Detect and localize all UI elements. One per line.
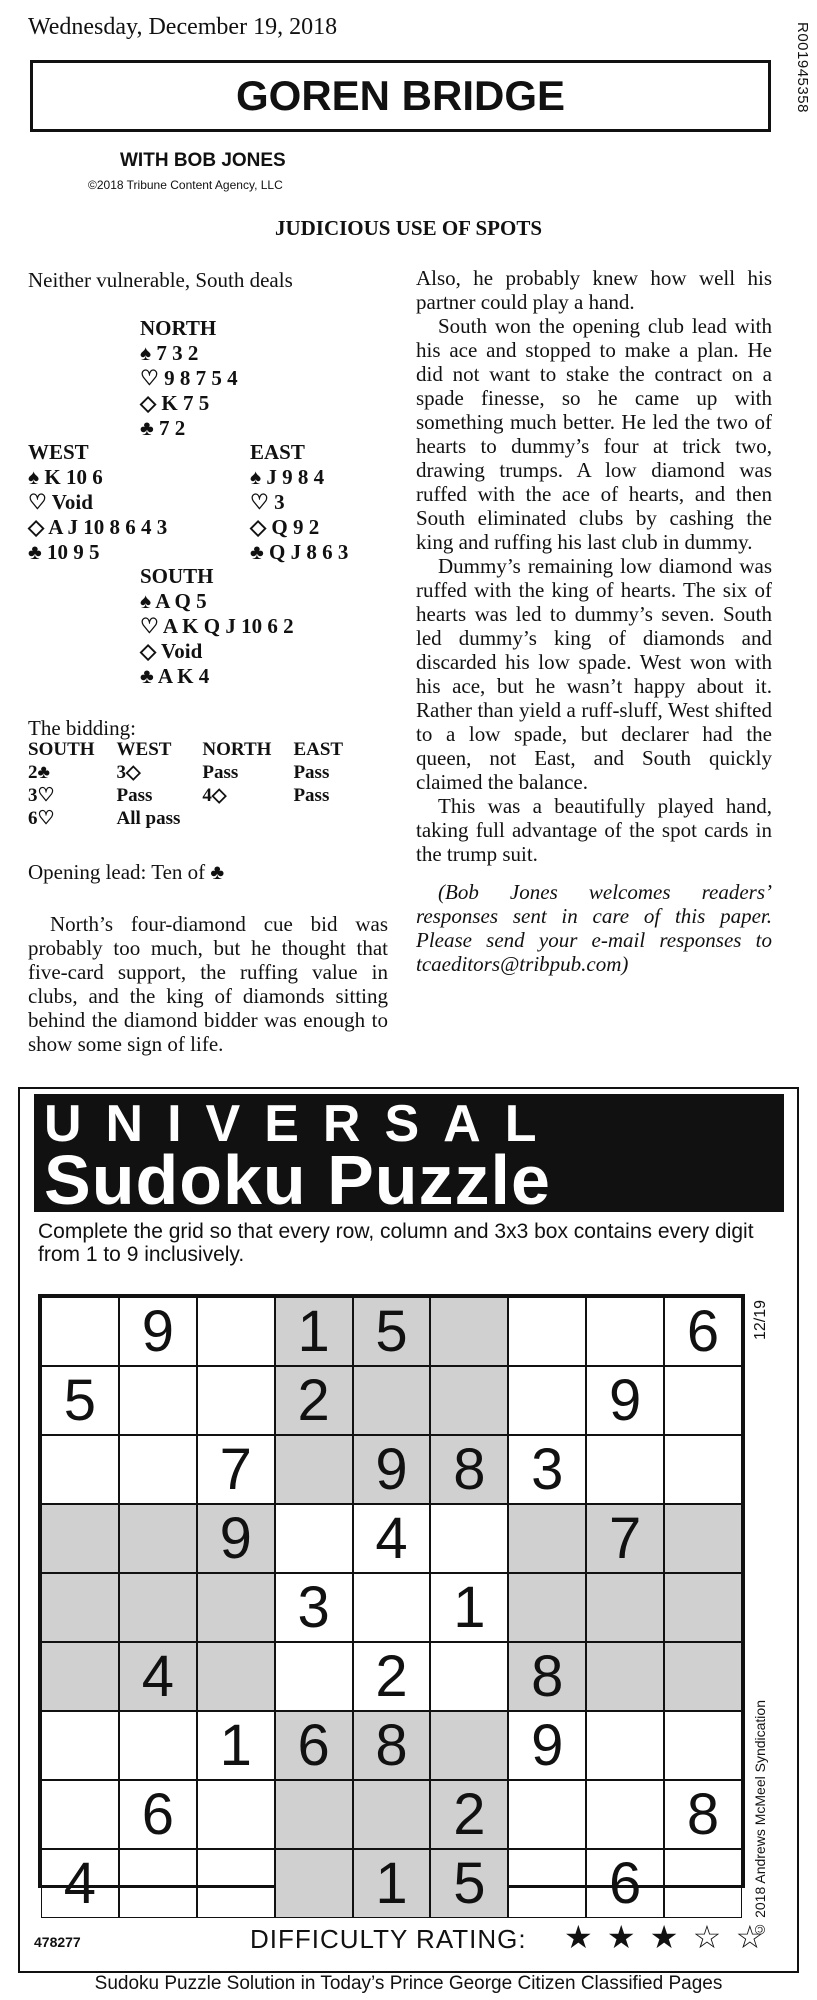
sudoku-grid (38, 1294, 745, 1916)
west-diamonds: ◇ A J 10 8 6 4 3 (28, 515, 168, 539)
sudoku-cell (664, 1435, 742, 1504)
sudoku-cell (508, 1504, 586, 1573)
sudoku-cell (508, 1573, 586, 1642)
sudoku-cell: 2 (353, 1642, 431, 1711)
sudoku-cell (586, 1780, 664, 1849)
byline: WITH BOB JONES (120, 150, 286, 171)
sudoku-cell (664, 1849, 742, 1918)
right-column-text (416, 266, 772, 976)
bid-cell: 6♡ (28, 808, 55, 829)
sudoku-cell (353, 1366, 431, 1435)
south-hand (140, 564, 294, 689)
sudoku-cell (664, 1366, 742, 1435)
west-clubs: ♣ 10 9 5 (28, 540, 100, 564)
sudoku-cell (197, 1366, 275, 1435)
sudoku-cell (430, 1711, 508, 1780)
sudoku-cell: 8 (353, 1711, 431, 1780)
sudoku-cell (508, 1297, 586, 1366)
sudoku-cell (430, 1297, 508, 1366)
left-column-text (28, 912, 388, 1056)
sudoku-cell (664, 1573, 742, 1642)
bid-cell: Pass (293, 762, 330, 783)
sudoku-banner-top: UNIVERSAL (44, 1095, 561, 1153)
title-box (30, 60, 771, 132)
sudoku-cell (119, 1711, 197, 1780)
sudoku-cell: 9 (119, 1297, 197, 1366)
sudoku-cell: 8 (664, 1780, 742, 1849)
sudoku-cell: 6 (119, 1780, 197, 1849)
difficulty-label: DIFFICULTY RATING: (250, 1924, 527, 1954)
sudoku-cell (41, 1642, 119, 1711)
south-spades: ♠ A Q 5 (140, 589, 207, 613)
bidding-row (28, 784, 365, 807)
sudoku-cell (119, 1573, 197, 1642)
sudoku-cell (275, 1642, 353, 1711)
sudoku-cell (586, 1642, 664, 1711)
sudoku-cell: 4 (119, 1642, 197, 1711)
sudoku-cell (586, 1297, 664, 1366)
sudoku-title: Sudoku Puzzle (44, 1141, 551, 1219)
sudoku-cell (41, 1297, 119, 1366)
headline: JUDICIOUS USE OF SPOTS (274, 216, 543, 240)
east-diamonds: ◇ Q 9 2 (250, 515, 320, 539)
bid-cell: 2♣ (28, 762, 50, 783)
bid-cell: Pass (116, 785, 153, 806)
sudoku-cell: 2 (275, 1366, 353, 1435)
sudoku-cell (197, 1573, 275, 1642)
sudoku-cell (41, 1711, 119, 1780)
sudoku-cell (664, 1642, 742, 1711)
sudoku-cell (664, 1504, 742, 1573)
south-diamonds: ◇ Void (140, 639, 203, 663)
sudoku-cell: 6 (275, 1711, 353, 1780)
article-paragraph: Dummy’s remaining low diamond was ruffed with the king of hearts. The six of hearts was led to dummy’s seven. South led dummy’s king of diamonds and discarded his low spade. West won with his ace, but he wasn’t happy about it. Rather than yield a ruff-sluff, West shifted to a low spade, but declarer had the queen, not East, and South quickly claimed the balance. (416, 554, 772, 794)
bidding-header: WEST (116, 739, 172, 760)
sudoku-cell (197, 1297, 275, 1366)
bid-cell: Pass (202, 762, 239, 783)
north-spades: ♠ 7 3 2 (140, 341, 199, 365)
bidding-row (28, 761, 365, 784)
sudoku-cell (41, 1780, 119, 1849)
bidding-header: SOUTH (28, 739, 95, 760)
west-hearts: ♡ Void (28, 490, 93, 514)
sudoku-cell: 1 (197, 1711, 275, 1780)
article-paragraph: Also, he probably knew how well his partner could play a hand. (416, 266, 772, 314)
sudoku-cell (197, 1849, 275, 1918)
vertical-code: R001945358 (794, 22, 811, 113)
east-hand (250, 440, 348, 565)
copyright: ©2018 Tribune Content Agency, LLC (88, 178, 283, 192)
sudoku-cell (353, 1573, 431, 1642)
article-paragraph: This was a beautifully played hand, taking full advantage of the spot cards in the trump suit. (416, 794, 772, 866)
sudoku-cell (508, 1849, 586, 1918)
sudoku-cell (197, 1780, 275, 1849)
sudoku-cell (41, 1435, 119, 1504)
sudoku-cell (353, 1780, 431, 1849)
sudoku-cell: 7 (197, 1435, 275, 1504)
sudoku-cell: 1 (430, 1573, 508, 1642)
bid-cell: Pass (293, 785, 330, 806)
sudoku-cell (586, 1435, 664, 1504)
bidding-header-row (28, 738, 365, 761)
bid-cell: 4◇ (202, 785, 227, 806)
south-clubs: ♣ A K 4 (140, 664, 210, 688)
west-spades: ♠ K 10 6 (28, 465, 103, 489)
sudoku-cell (586, 1573, 664, 1642)
sudoku-cell: 2 (430, 1780, 508, 1849)
sudoku-cell (430, 1504, 508, 1573)
sudoku-cell (41, 1573, 119, 1642)
date-line: Wednesday, December 19, 2018 (28, 14, 338, 40)
vulnerability: Neither vulnerable, South deals (28, 268, 293, 292)
bidding-row (28, 807, 365, 830)
north-clubs: ♣ 7 2 (140, 416, 186, 440)
bidding-title: The bidding: (28, 716, 136, 740)
sudoku-cell: 5 (353, 1297, 431, 1366)
sudoku-cell (664, 1711, 742, 1780)
opening-lead: Opening lead: Ten of ♣ (28, 860, 225, 884)
bid-cell: 3◇ (116, 762, 141, 783)
sudoku-cell (119, 1435, 197, 1504)
bidding-header: EAST (293, 739, 344, 760)
sudoku-cell (430, 1642, 508, 1711)
north-hand (140, 316, 238, 441)
sudoku-cell (119, 1366, 197, 1435)
sudoku-cell (119, 1849, 197, 1918)
east-spades: ♠ J 9 8 4 (250, 465, 325, 489)
bid-cell: 3♡ (28, 785, 55, 806)
sudoku-cell: 6 (664, 1297, 742, 1366)
sudoku-cell: 1 (275, 1297, 353, 1366)
north-hearts: ♡ 9 8 7 5 4 (140, 366, 238, 390)
bid-cell (202, 807, 293, 830)
sudoku-cell: 3 (508, 1435, 586, 1504)
sudoku-date: 12/19 (752, 1300, 769, 1341)
north-label: NORTH (140, 316, 217, 340)
south-label: SOUTH (140, 564, 214, 588)
sudoku-cell (41, 1504, 119, 1573)
sudoku-cell (508, 1366, 586, 1435)
article-paragraph: North’s four-diamond cue bid was probably too much, but he thought that five-card support, the ruffing value in clubs, and the king of diamonds sitting behind the diamond bidder was enough to show some sign of life. (28, 912, 388, 1056)
east-hearts: ♡ 3 (250, 490, 285, 514)
sudoku-cell: 9 (586, 1366, 664, 1435)
sudoku-cell: 1 (353, 1849, 431, 1918)
bid-cell (293, 807, 365, 830)
page-title: GOREN BRIDGE (235, 72, 566, 119)
sudoku-cell: 5 (41, 1366, 119, 1435)
sudoku-cell (275, 1780, 353, 1849)
sudoku-cell: 9 (508, 1711, 586, 1780)
difficulty-stars: ★ ★ ★ ☆ ☆ (564, 1918, 767, 1956)
sudoku-cell: 8 (508, 1642, 586, 1711)
sudoku-cell (586, 1711, 664, 1780)
sudoku-cell: 9 (353, 1435, 431, 1504)
sudoku-cell: 6 (586, 1849, 664, 1918)
bid-cell: All pass (116, 808, 181, 829)
bidding-header: NORTH (202, 739, 272, 760)
north-diamonds: ◇ K 7 5 (140, 391, 210, 415)
west-label: WEST (28, 440, 89, 464)
east-clubs: ♣ Q J 8 6 3 (250, 540, 349, 564)
sudoku-cell: 8 (430, 1435, 508, 1504)
sudoku-cell: 7 (586, 1504, 664, 1573)
sudoku-cell (197, 1642, 275, 1711)
bidding-table (28, 738, 365, 830)
sudoku-cell (430, 1366, 508, 1435)
sudoku-cell (275, 1504, 353, 1573)
sudoku-cell (508, 1780, 586, 1849)
south-hearts: ♡ A K Q J 10 6 2 (140, 614, 294, 638)
sudoku-cell (275, 1849, 353, 1918)
footer-note: Sudoku Puzzle Solution in Today’s Prince George Citizen Classified Pages (94, 1973, 723, 1994)
sudoku-cell: 3 (275, 1573, 353, 1642)
sudoku-cell: 9 (197, 1504, 275, 1573)
closing-note: (Bob Jones welcomes readers’ responses sent in care of this paper. Please send your e-mail responses to tcaeditors@tribpub.com) (416, 880, 772, 976)
sudoku-cell: 4 (41, 1849, 119, 1918)
sudoku-cell (275, 1435, 353, 1504)
sudoku-cell (119, 1504, 197, 1573)
sudoku-copyright: © 2018 Andrews McMeel Syndication (752, 1700, 768, 1938)
sudoku-cell: 5 (430, 1849, 508, 1918)
west-hand (28, 440, 167, 565)
sudoku-cell: 4 (353, 1504, 431, 1573)
sudoku-instructions: Complete the grid so that every row, column and 3x3 box contains every digit from 1 to 9 inclusively. (38, 1220, 754, 1266)
article-paragraph: South won the opening club lead with his ace and stopped to make a plan. He did not want to stake the contract on a spade finesse, so he came up with something much better. He led the two of hearts to dummy’s four at trick two, drawing trumps. A low diamond was ruffed with the ace of hearts, and then South eliminated clubs by cashing the king and ruffing his last club in dummy. (416, 314, 772, 554)
puzzle-number: 478277 (34, 1934, 81, 1950)
east-label: EAST (250, 440, 305, 464)
